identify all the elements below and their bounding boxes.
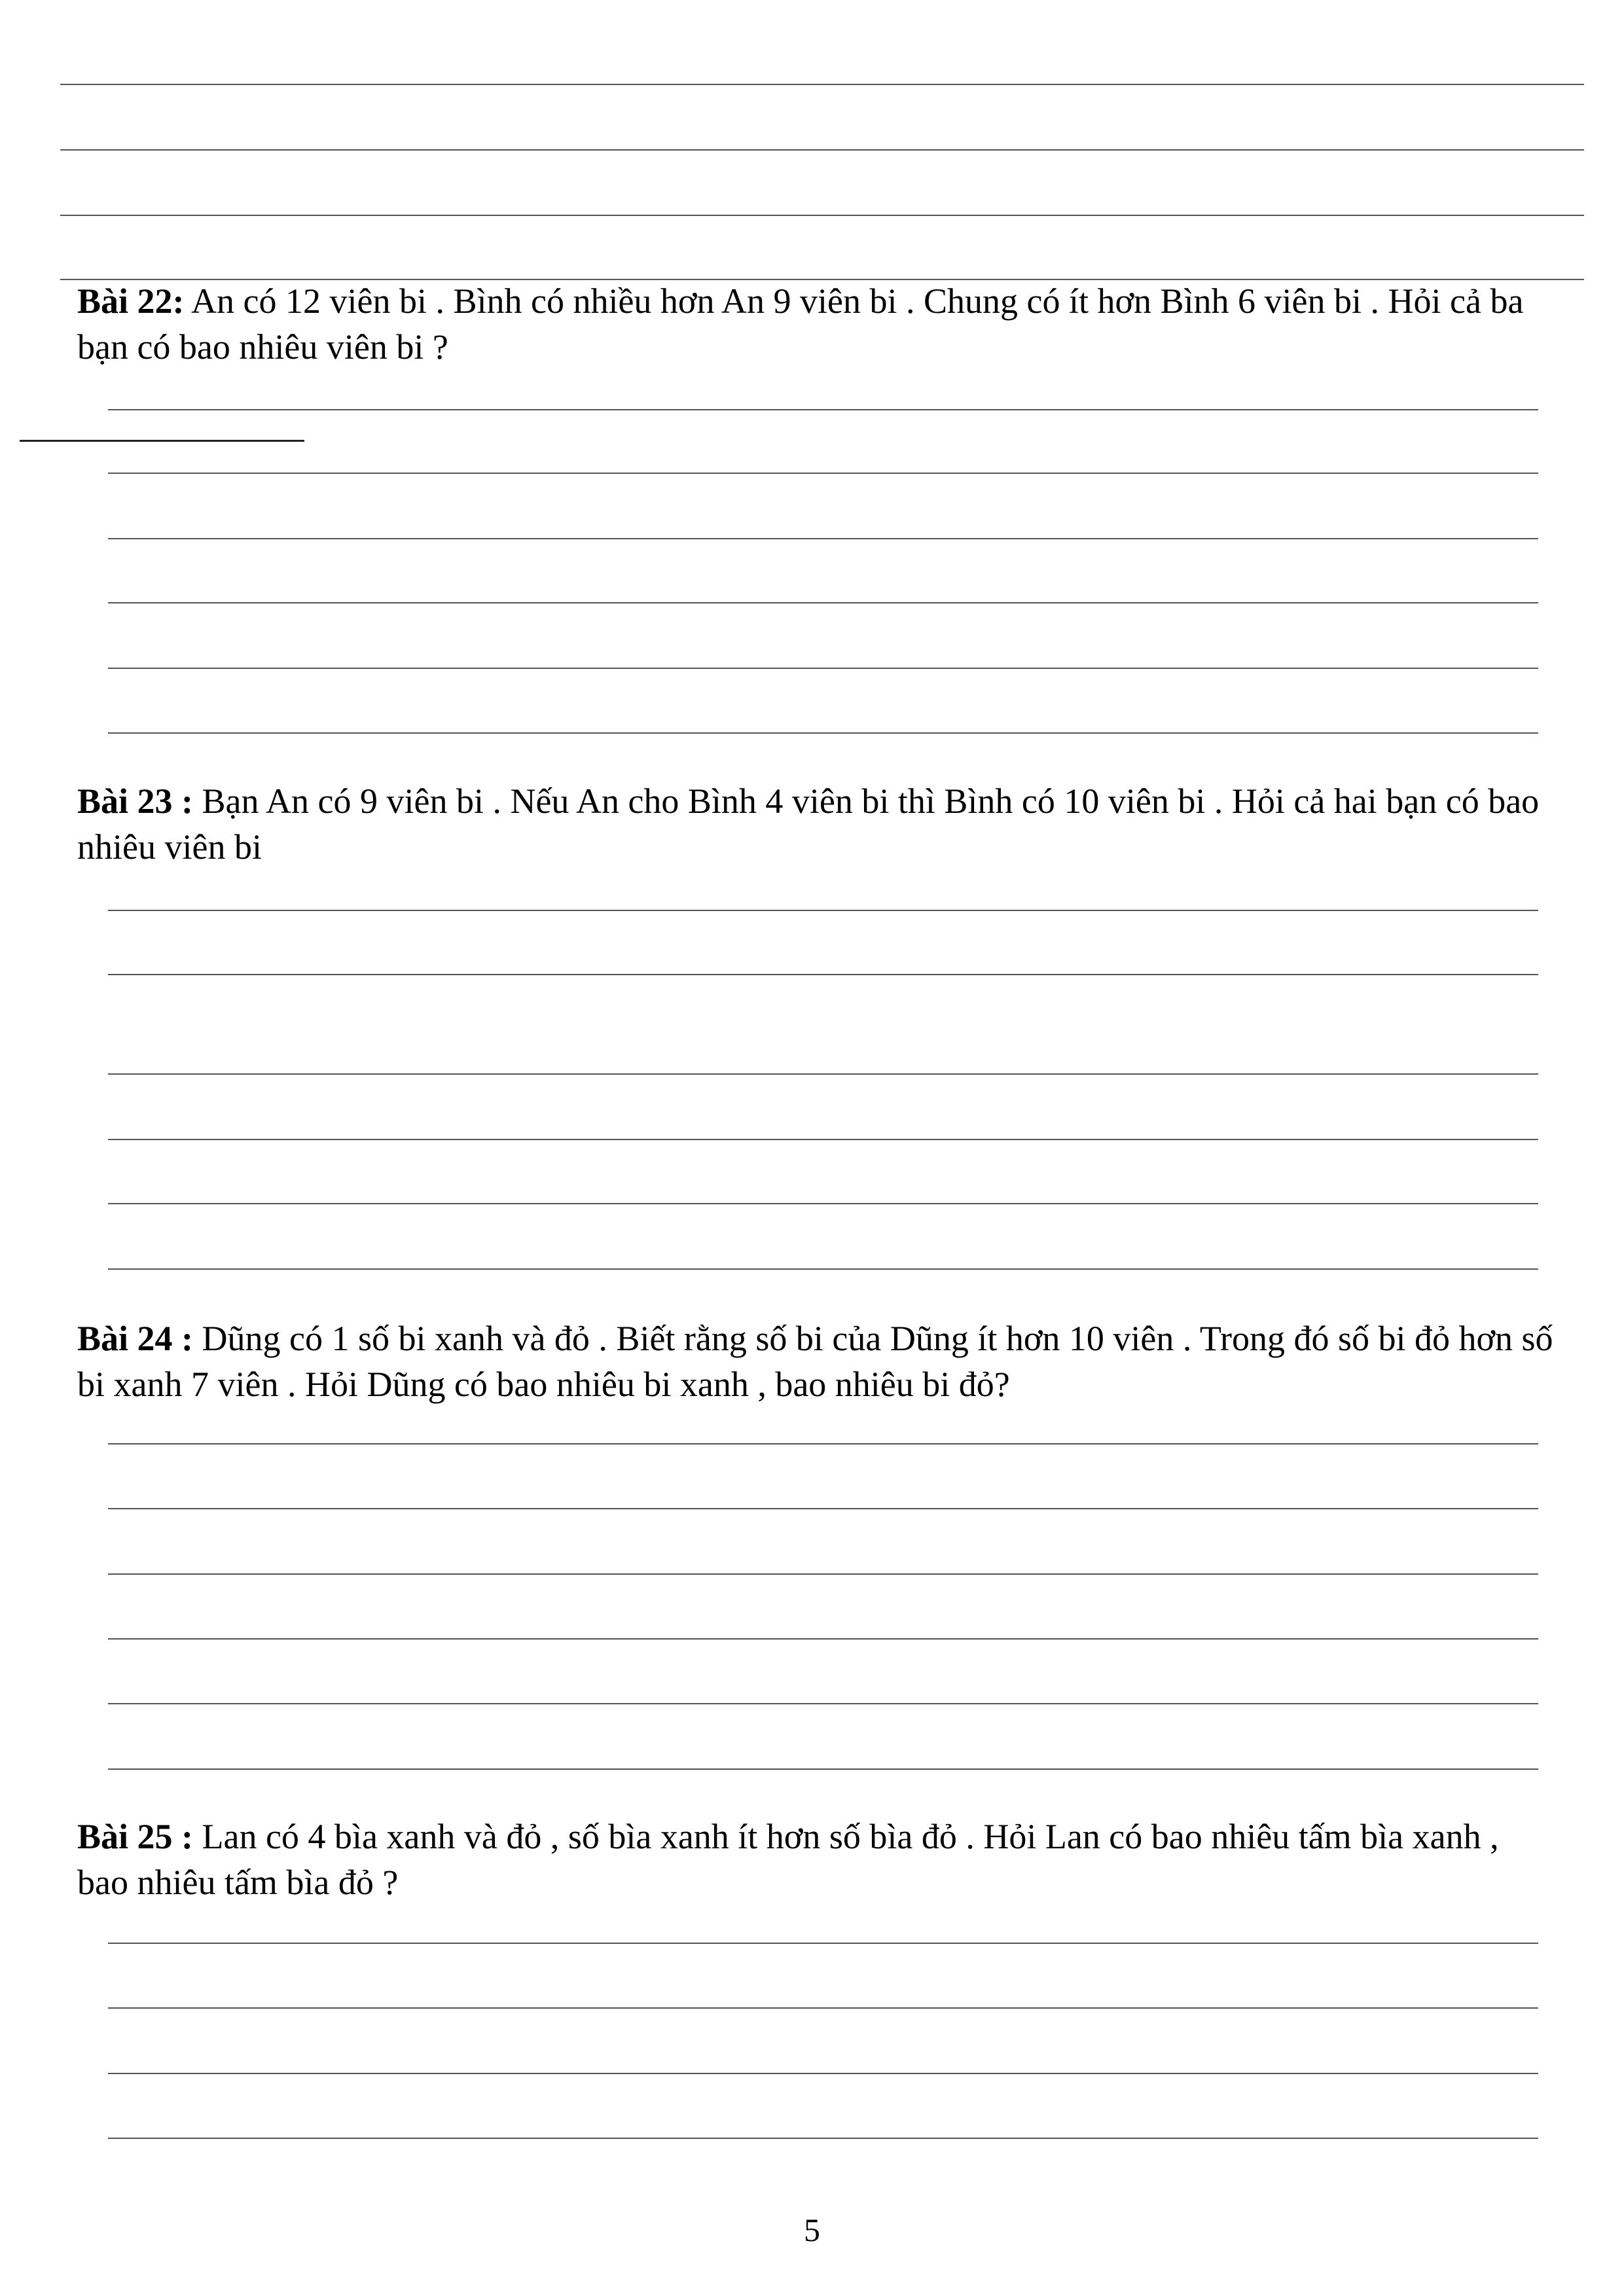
answer-line bbox=[108, 2073, 1538, 2074]
answer-line bbox=[108, 1443, 1538, 1444]
problem-23 bbox=[77, 778, 1557, 870]
answer-line bbox=[108, 1203, 1538, 1204]
answer-line bbox=[108, 910, 1538, 911]
problem-label: Bài 24 : bbox=[77, 1319, 194, 1358]
answer-line bbox=[60, 84, 1584, 85]
answer-line bbox=[108, 1703, 1538, 1704]
short-divider-line bbox=[20, 440, 304, 442]
problem-25 bbox=[77, 1814, 1557, 1905]
answer-line bbox=[108, 2138, 1538, 2139]
answer-line bbox=[108, 668, 1538, 669]
problem-text: An có 12 viên bi . Bình có nhiều hơn An 9 viên bi . Chung có ít hơn Bình 6 viên bi . Hỏi cả ba bạn có bao nhiêu viên bi ? bbox=[77, 281, 1524, 367]
problem-24 bbox=[77, 1316, 1557, 1407]
problem-text: Lan có 4 bìa xanh và đỏ , số bìa xanh ít hơn số bìa đỏ . Hỏi Lan có bao nhiêu tấm bìa xanh , bao nhiêu tấm bìa đỏ ? bbox=[77, 1817, 1499, 1902]
answer-line bbox=[108, 602, 1538, 603]
answer-line bbox=[60, 149, 1584, 151]
answer-line bbox=[108, 1268, 1538, 1270]
answer-line bbox=[108, 1943, 1538, 1944]
answer-line bbox=[108, 409, 1538, 410]
answer-line bbox=[108, 2007, 1538, 2009]
problem-label: Bài 22: bbox=[77, 281, 185, 321]
answer-line bbox=[108, 1573, 1538, 1575]
answer-line bbox=[108, 1139, 1538, 1140]
problem-text: Bạn An có 9 viên bi . Nếu An cho Bình 4 viên bi thì Bình có 10 viên bi . Hỏi cả hai bạn có bao nhiêu viên bi bbox=[77, 781, 1540, 867]
answer-line bbox=[108, 732, 1538, 734]
answer-line bbox=[60, 215, 1584, 216]
answer-line bbox=[108, 473, 1538, 474]
problem-text: Dũng có 1 số bi xanh và đỏ . Biết rằng số bi của Dũng ít hơn 10 viên . Trong đó số bi đỏ hơn số bi xanh 7 viên . Hỏi Dũng có bao nhiêu bi xanh , bao nhiêu bi đỏ? bbox=[77, 1319, 1553, 1404]
answer-line bbox=[108, 1638, 1538, 1640]
answer-line bbox=[108, 1073, 1538, 1075]
page-number: 5 bbox=[804, 2212, 820, 2248]
problem-label: Bài 25 : bbox=[77, 1817, 194, 1856]
answer-line bbox=[108, 1508, 1538, 1509]
problem-label: Bài 23 : bbox=[77, 781, 194, 821]
answer-line bbox=[108, 1768, 1538, 1770]
answer-line bbox=[108, 538, 1538, 539]
problem-22 bbox=[77, 278, 1557, 370]
answer-line bbox=[108, 974, 1538, 975]
